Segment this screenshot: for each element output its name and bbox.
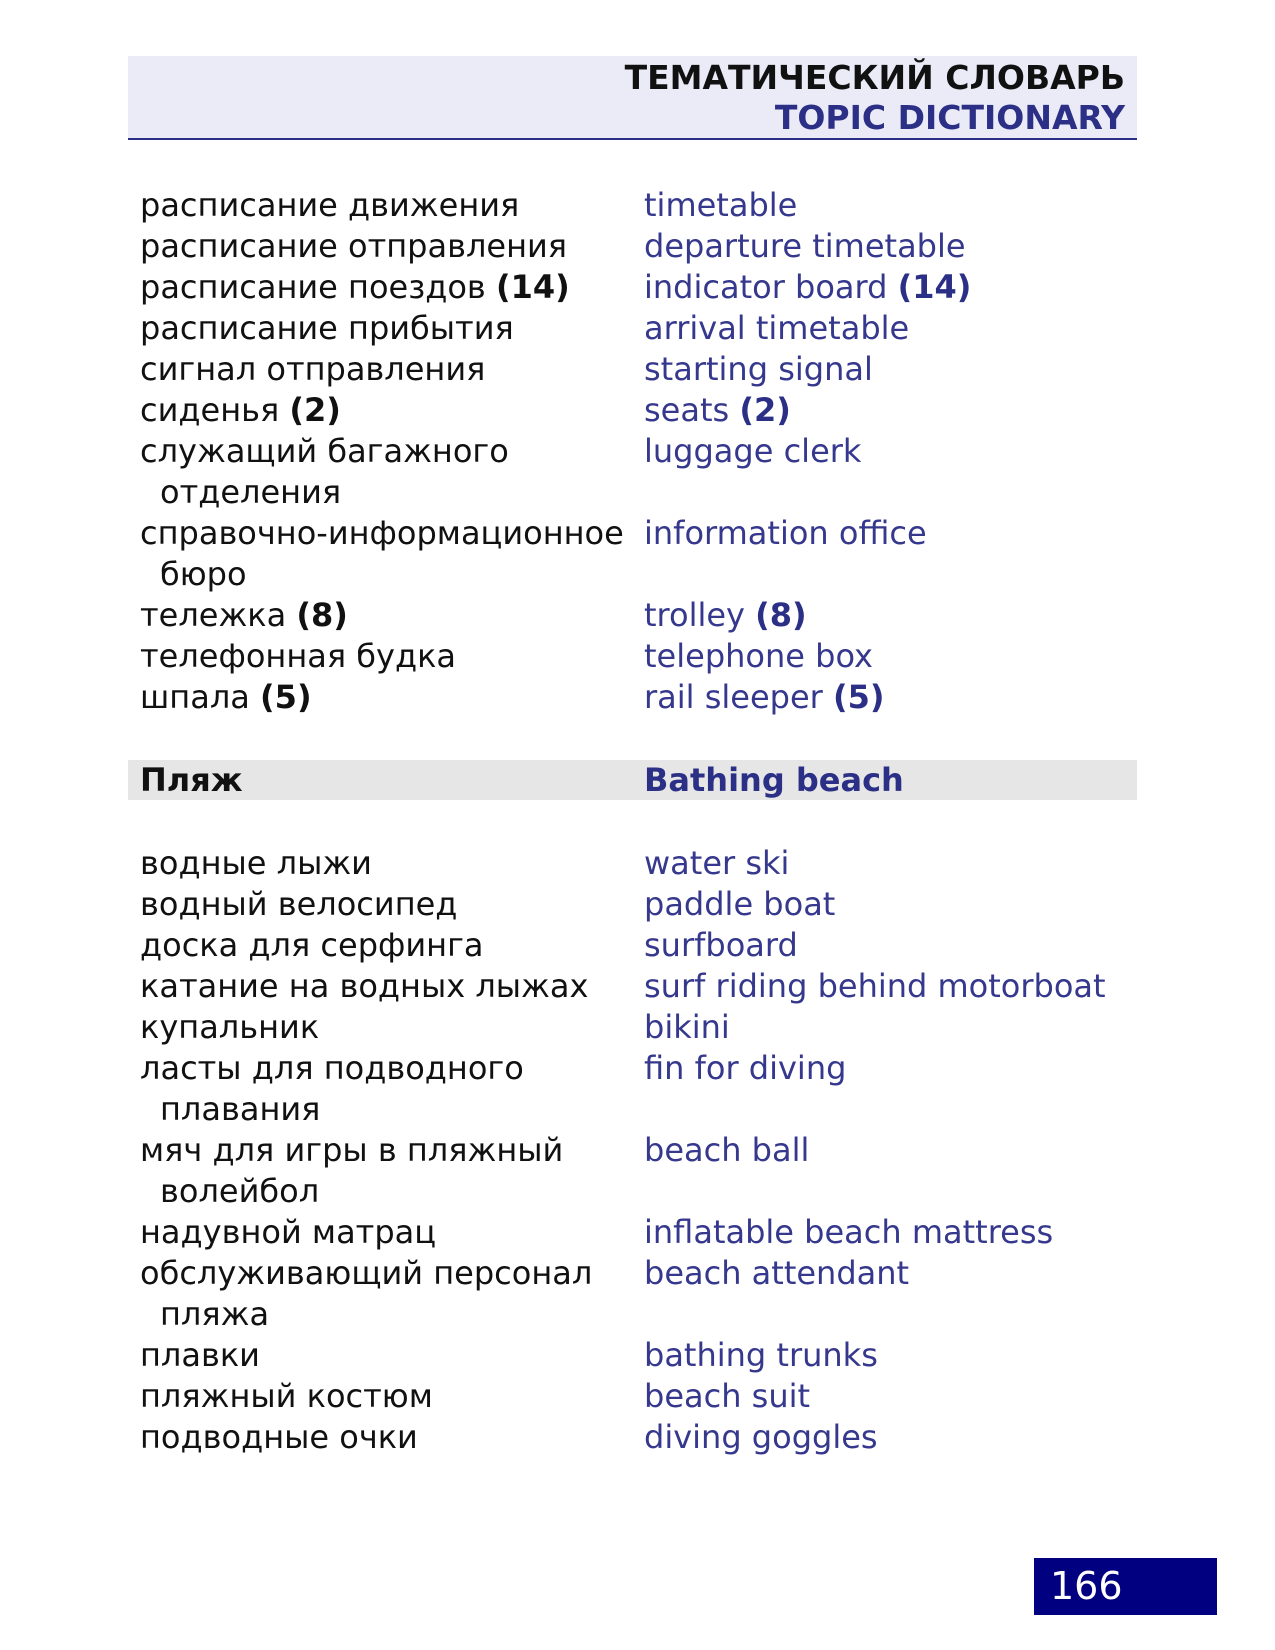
- term-ru-continuation: волейбол: [160, 1172, 320, 1210]
- term-en: [644, 1007, 1114, 1048]
- term-ru-text: доска для серфинга: [140, 926, 484, 964]
- term-ru: [140, 513, 640, 595]
- entry-row: [140, 1007, 1100, 1048]
- entry-row: [140, 1212, 1100, 1253]
- term-ru-text: пляжный костюм: [140, 1377, 433, 1415]
- entry-row: [140, 226, 1100, 267]
- term-ru-text: расписание движения: [140, 186, 520, 224]
- entry-row: [140, 185, 1100, 226]
- term-en: [644, 1048, 1114, 1089]
- term-ru: [140, 677, 640, 718]
- term-ru: [140, 185, 640, 226]
- term-en-text: timetable: [644, 186, 798, 224]
- entry-row: [140, 1130, 1100, 1212]
- header-title-en: TOPIC DICTIONARY: [774, 98, 1125, 137]
- term-en-text: bikini: [644, 1008, 730, 1046]
- term-ru: [140, 1130, 640, 1212]
- figure-number-ru: (2): [289, 391, 341, 429]
- entry-row: [140, 1417, 1100, 1458]
- term-ru: [140, 966, 640, 1007]
- entry-row: [140, 513, 1100, 595]
- entry-row: [140, 349, 1100, 390]
- entry-row: [140, 267, 1100, 308]
- term-ru: [140, 1253, 640, 1335]
- term-ru: [140, 349, 640, 390]
- term-en: [644, 390, 1114, 431]
- term-en: [644, 513, 1114, 554]
- entry-row: [140, 1048, 1100, 1130]
- figure-number-en: (8): [755, 596, 807, 634]
- term-ru-text: справочно-информационное: [140, 514, 624, 552]
- term-en: [644, 843, 1114, 884]
- term-ru: [140, 267, 640, 308]
- entry-row: [140, 925, 1100, 966]
- term-en: [644, 966, 1114, 1007]
- entry-row: [140, 966, 1106, 1007]
- entry-row: [140, 308, 1100, 349]
- term-en: [644, 884, 1114, 925]
- figure-number-ru: (14): [495, 268, 570, 306]
- term-en: [644, 267, 1114, 308]
- term-ru-text: водные лыжи: [140, 844, 372, 882]
- term-ru: [140, 884, 640, 925]
- term-ru-continuation: пляжа: [160, 1295, 270, 1333]
- term-ru-text: ласты для подводного: [140, 1049, 524, 1087]
- term-en: [644, 925, 1114, 966]
- header-title-ru: ТЕМАТИЧЕСКИЙ СЛОВАРЬ: [624, 58, 1125, 97]
- term-ru: [140, 431, 640, 513]
- term-ru: [140, 595, 640, 636]
- term-ru-text: шпала: [140, 678, 250, 716]
- term-ru-text: тележка: [140, 596, 287, 634]
- term-en: [644, 595, 1114, 636]
- term-ru-text: расписание поездов: [140, 268, 486, 306]
- term-en-text: beach ball: [644, 1131, 810, 1169]
- term-ru-text: мяч для игры в пляжный: [140, 1131, 564, 1169]
- term-en-text: paddle boat: [644, 885, 836, 923]
- term-en: [644, 185, 1114, 226]
- figure-number-en: (14): [897, 268, 972, 306]
- term-en: [644, 677, 1114, 718]
- term-en-text: water ski: [644, 844, 790, 882]
- term-en-text: rail sleeper: [644, 678, 823, 716]
- figure-number-ru: (8): [296, 596, 348, 634]
- term-en-text: surf riding behind motorboat: [644, 967, 1106, 1005]
- term-en-text: indicator board: [644, 268, 888, 306]
- term-ru-text: сиденья: [140, 391, 280, 429]
- section-title-ru: Пляж: [140, 761, 243, 799]
- term-ru: [140, 1048, 640, 1130]
- term-ru: [140, 1335, 640, 1376]
- term-ru-text: сигнал отправления: [140, 350, 486, 388]
- term-ru-text: телефонная будка: [140, 637, 457, 675]
- term-ru-text: обслуживающий персонал: [140, 1254, 593, 1292]
- term-ru-text: плавки: [140, 1336, 260, 1374]
- term-ru-text: подводные очки: [140, 1418, 418, 1456]
- term-en-text: departure timetable: [644, 227, 966, 265]
- term-en: [644, 431, 1114, 472]
- term-en-text: surfboard: [644, 926, 798, 964]
- term-en: [644, 1212, 1114, 1253]
- term-ru: [140, 1007, 640, 1048]
- term-en-text: diving goggles: [644, 1418, 878, 1456]
- term-ru-text: надувной матрац: [140, 1213, 437, 1251]
- term-en-text: beach suit: [644, 1377, 811, 1415]
- term-ru-continuation: бюро: [160, 555, 247, 593]
- entry-row: [140, 431, 1100, 513]
- term-en-text: bathing trunks: [644, 1336, 878, 1374]
- figure-number-en: (2): [739, 391, 791, 429]
- term-ru-continuation: плавания: [160, 1090, 321, 1128]
- section-header: [128, 760, 1137, 800]
- entry-row: [140, 1253, 1100, 1335]
- term-ru-text: расписание отправления: [140, 227, 568, 265]
- term-en-text: starting signal: [644, 350, 873, 388]
- term-en: [644, 226, 1114, 267]
- term-ru: [140, 308, 640, 349]
- entry-list-beach: [140, 843, 1106, 1458]
- section-title-en: Bathing beach: [644, 761, 904, 799]
- term-ru: [140, 843, 640, 884]
- entry-row: [140, 595, 1100, 636]
- term-en-text: inflatable beach mattress: [644, 1213, 1054, 1251]
- term-ru: [140, 1212, 640, 1253]
- term-ru-text: водный велосипед: [140, 885, 458, 923]
- entry-row: [140, 1376, 1100, 1417]
- term-en: [644, 1417, 1114, 1458]
- page-header: [128, 56, 1137, 140]
- term-ru: [140, 1417, 640, 1458]
- term-en-text: fin for diving: [644, 1049, 847, 1087]
- entry-row: [140, 843, 1100, 884]
- entry-row: [140, 636, 1100, 677]
- term-en: [644, 636, 1114, 677]
- term-en-text: information office: [644, 514, 927, 552]
- term-ru-text: купальник: [140, 1008, 320, 1046]
- term-en-text: beach attendant: [644, 1254, 910, 1292]
- term-en-text: luggage clerk: [644, 432, 862, 470]
- term-ru: [140, 925, 640, 966]
- figure-number-ru: (5): [260, 678, 312, 716]
- entry-row: [140, 677, 1100, 718]
- entry-row: [140, 1335, 1100, 1376]
- term-ru-text: катание на водных лыжах: [140, 967, 589, 1005]
- term-en-text: trolley: [644, 596, 745, 634]
- term-en-text: arrival timetable: [644, 309, 910, 347]
- term-en: [644, 1376, 1114, 1417]
- page-number: 166: [1034, 1558, 1217, 1615]
- term-ru: [140, 636, 640, 677]
- term-en: [644, 308, 1114, 349]
- figure-number-en: (5): [832, 678, 885, 716]
- term-ru: [140, 390, 640, 431]
- term-en: [644, 1335, 1114, 1376]
- term-ru: [140, 226, 640, 267]
- entry-list-station: [140, 185, 1100, 718]
- entry-row: [140, 884, 1100, 925]
- term-ru-continuation: отделения: [160, 473, 342, 511]
- term-en: [644, 1130, 1114, 1171]
- term-en-text: seats: [644, 391, 730, 429]
- term-en-text: telephone box: [644, 637, 873, 675]
- term-ru-text: служащий багажного: [140, 432, 509, 470]
- term-ru: [140, 1376, 640, 1417]
- entry-row: [140, 390, 1100, 431]
- term-en: [644, 1253, 1114, 1294]
- term-ru-text: расписание прибытия: [140, 309, 514, 347]
- term-en: [644, 349, 1114, 390]
